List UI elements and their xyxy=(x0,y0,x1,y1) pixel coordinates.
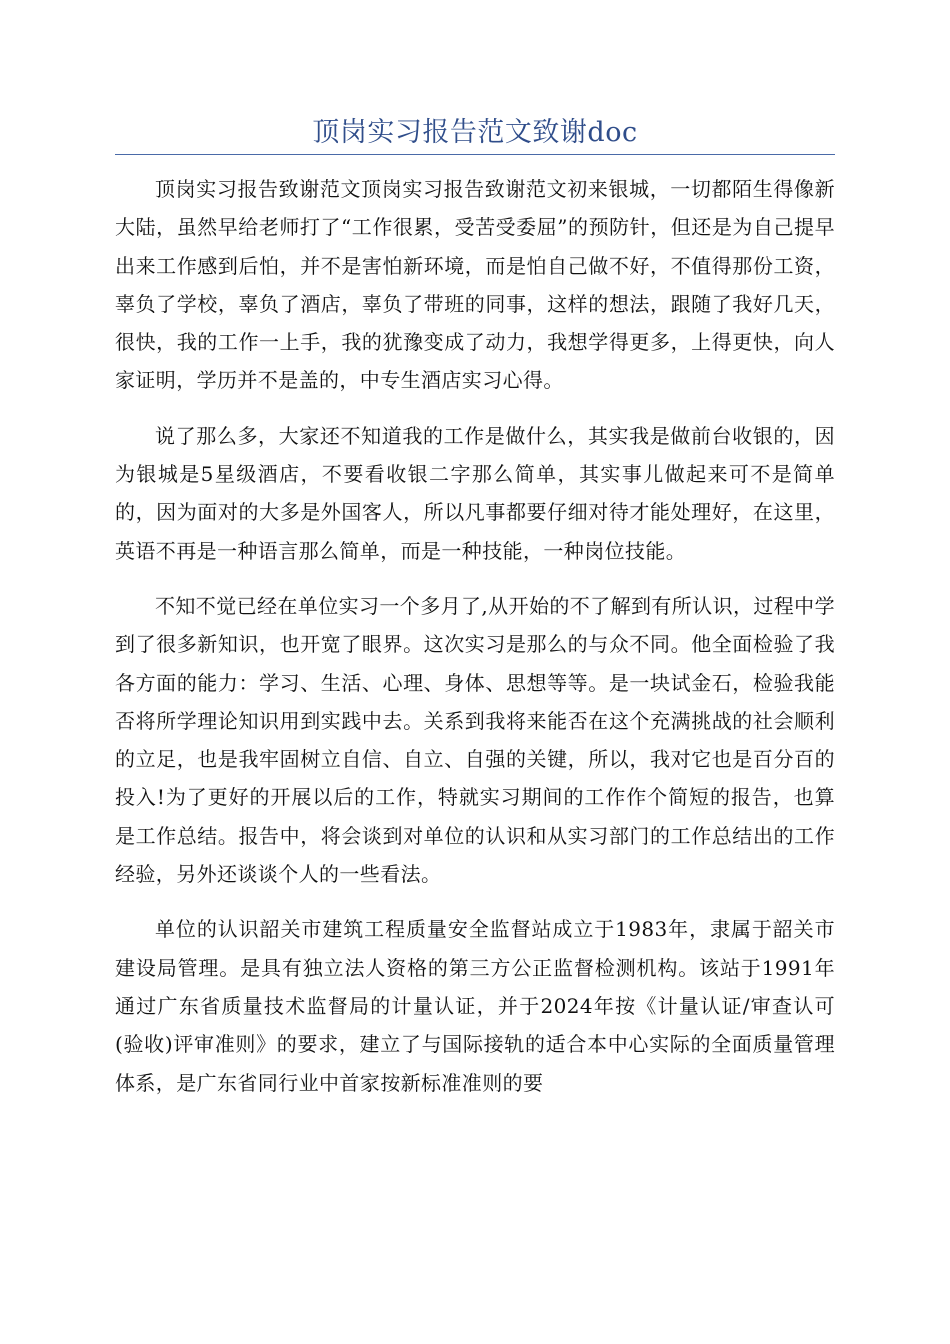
paragraph-3: 不知不觉已经在单位实习一个多月了,从开始的不了解到有所认识，过程中学到了很多新知识，也开宽了眼界。这次实习是那么的与众不同。他全面检验了我各方面的能力：学习、生活、心理、身体、思想等等。是一块试金石，检验我能否将所学理论知识用到实践中去。关系到我将来能否在这个充满挑战的社会顺利的立足，也是我牢固树立自信、自立、自强的关键，所以，我对它也是百分百的投入!为了更好的开展以后的工作，特就实习期间的工作作个简短的报告，也算是工作总结。报告中，将会谈到对单位的认识和从实习部门的工作总结出的工作经验，另外还谈谈个人的一些看法。 xyxy=(115,593,835,887)
document-title: 顶岗实习报告范文致谢doc xyxy=(312,117,638,148)
paragraph-4: 单位的认识韶关市建筑工程质量安全监督站成立于1983年，隶属于韶关市建设局管理。是具有独立法人资格的第三方公正监督检测机构。该站于1991年通过广东省质量技术监督局的计量认证，并于2024年按《计量认证/审查认可(验收)评审准则》的要求，建立了与国际接轨的适合本中心实际的全面质量管理体系，是广东省同行业中首家按新标准准则的要 xyxy=(115,917,835,1095)
document-body xyxy=(115,170,835,1119)
paragraph-1: 顶岗实习报告致谢范文顶岗实习报告致谢范文初来银城，一切都陌生得像新大陆，虽然早给老师打了“工作很累，受苦受委屈”的预防针，但还是为自己提早出来工作感到后怕，并不是害怕新环境，而是怕自己做不好，不值得那份工资，辜负了学校，辜负了酒店，辜负了带班的同事，这样的想法，跟随了我好几天，很快，我的工作一上手，我的犹豫变成了动力，我想学得更多，上得更快，向人家证明，学历并不是盖的，中专生酒店实习心得。 xyxy=(115,177,835,393)
title-underline xyxy=(115,154,835,155)
paragraph-2: 说了那么多，大家还不知道我的工作是做什么，其实我是做前台收银的，因为银城是5星级酒店，不要看收银二字那么简单，其实事儿做起来可不是简单的，因为面对的大多是外国客人，所以凡事都要仔细对待才能处理好，在这里，英语不再是一种语言那么简单，而是一种技能，一种岗位技能。 xyxy=(115,423,835,563)
